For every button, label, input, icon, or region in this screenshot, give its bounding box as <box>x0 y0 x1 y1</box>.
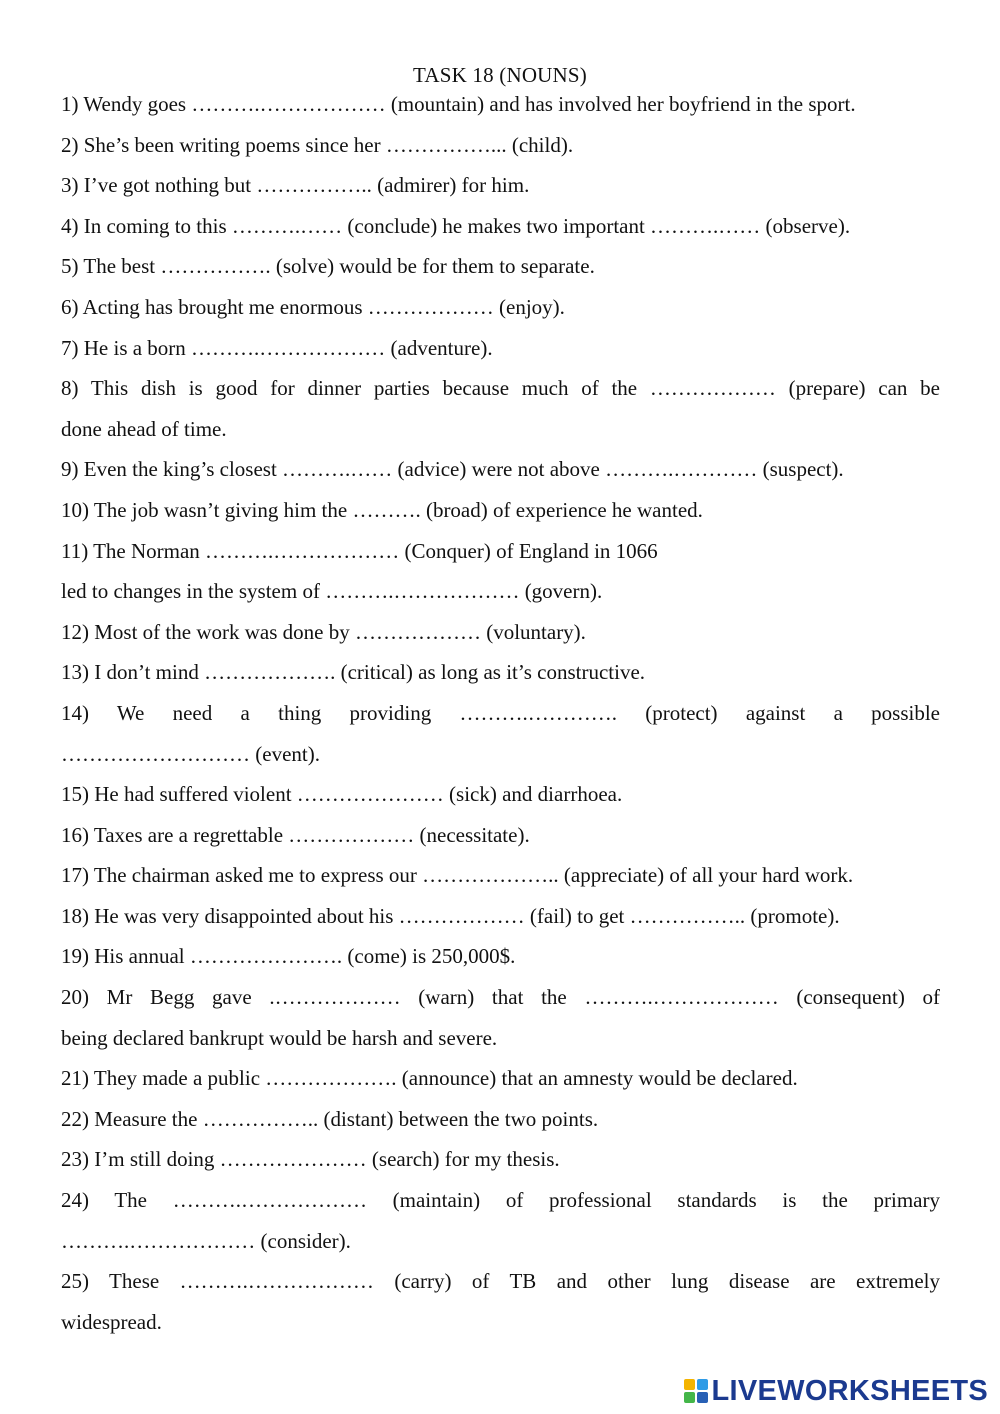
exercise-line: 4) In coming to this ……….…… (conclude) he makes two important ……….…… (observe). <box>61 213 851 238</box>
exercise-line: 3) I’ve got nothing but …………….. (admirer) for him. <box>61 173 530 198</box>
exercise-line: ……….……………… (consider). <box>61 1228 351 1253</box>
logo-square <box>697 1392 708 1403</box>
page-title: TASK 18 (NOUNS) <box>413 63 587 87</box>
exercise-line: being declared bankrupt would be harsh and severe. <box>61 1025 498 1050</box>
exercise-line: 7) He is a born ……….……………… (adventure). <box>61 335 493 360</box>
exercise-line: 5) The best ……………. (solve) would be for them to separate. <box>61 254 595 279</box>
exercise-line: widespread. <box>61 1309 162 1334</box>
exercise-line: 10) The job wasn’t giving him the ………. (broad) of experience he wanted. <box>61 497 703 522</box>
exercise-line: 19) His annual …………………. (come) is 250,000$. <box>61 944 516 969</box>
exercise-line: 22) Measure the …………….. (distant) between the two points. <box>61 1106 599 1131</box>
exercise-line: 9) Even the king’s closest ……….…… (advice) were not above ……….………… (suspect). <box>61 457 844 482</box>
exercise-line: ……………………… (event). <box>61 741 320 766</box>
exercise-line: 25) These ……….……………… (carry) of TB and other lung disease are extremely <box>61 1269 940 1294</box>
exercise-line: 16) Taxes are a regrettable ……………… (necessitate). <box>61 822 530 847</box>
exercise-line: 6) Acting has brought me enormous ……………… (enjoy). <box>61 294 565 319</box>
exercise-line: 8) This dish is good for dinner parties because much of the ……………… (prepare) can be <box>61 376 940 401</box>
exercise-line: 21) They made a public ………………. (announce) that an amnesty would be declared. <box>61 1066 798 1091</box>
exercise-line: 18) He was very disappointed about his ……………… (fail) to get …………….. (promote). <box>61 903 840 928</box>
exercise-line: done ahead of time. <box>61 416 227 441</box>
exercise-line: 12) Most of the work was done by ……………… (voluntary). <box>61 619 586 644</box>
exercise-line: 15) He had suffered violent ………………… (sick) and diarrhoea. <box>61 782 623 807</box>
exercise-list <box>61 84 940 1342</box>
exercise-line: 11) The Norman ……….……………… (Conquer) of England in 1066 <box>61 538 658 563</box>
logo-square <box>684 1392 695 1403</box>
liveworksheets-brand <box>684 1373 989 1409</box>
logo-square <box>684 1379 695 1390</box>
brand-name: LIVEWORKSHEETS <box>711 1374 988 1407</box>
exercise-line: 1) Wendy goes ……….……………… (mountain) and has involved her boyfriend in the sport. <box>61 92 856 116</box>
liveworksheets-logo-icon <box>684 1379 708 1403</box>
logo-square <box>697 1379 708 1390</box>
exercise-line: 13) I don’t mind ………………. (critical) as long as it’s constructive. <box>61 660 646 685</box>
exercise-line: 20) Mr Begg gave .……………… (warn) that the ……….……………… (consequent) of <box>61 985 940 1010</box>
exercise-line: led to changes in the system of ……….……………… (govern). <box>61 579 603 604</box>
exercise-line: 2) She’s been writing poems since her ……………... (child). <box>61 132 574 157</box>
exercise-line: 23) I’m still doing ………………… (search) for my thesis. <box>61 1147 560 1172</box>
exercise-line: 24) The ……….……………… (maintain) of professional standards is the primary <box>61 1188 940 1213</box>
exercise-line: 14) We need a thing providing ……….…………. (protect) against a possible <box>61 700 940 725</box>
exercise-line: 17) The chairman asked me to express our ……………….. (appreciate) of all your hard work. <box>61 863 854 888</box>
